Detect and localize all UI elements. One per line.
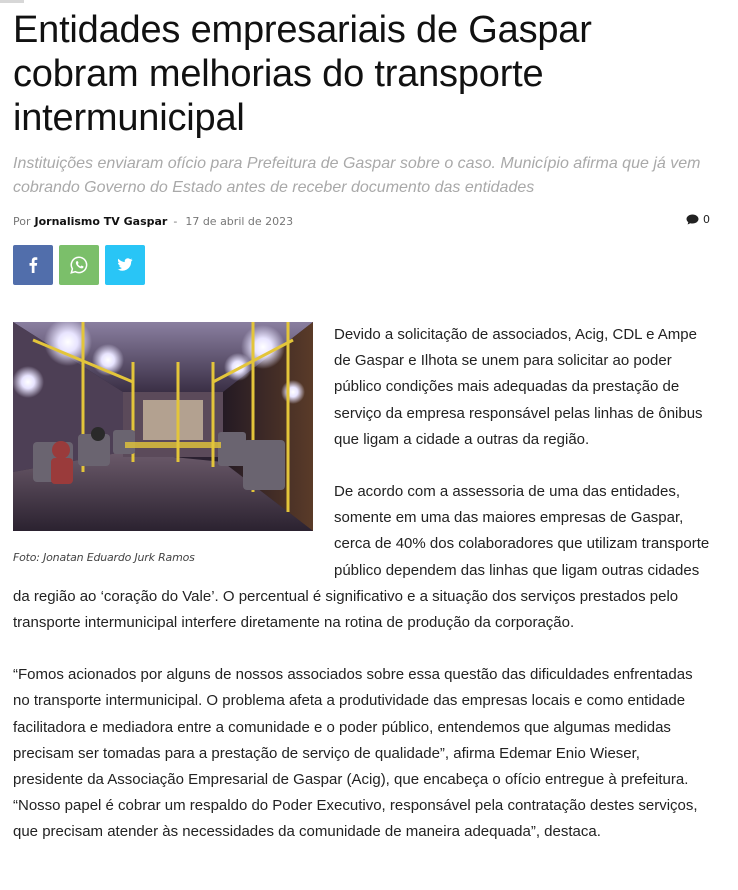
facebook-icon [28,257,38,273]
article-paragraph-3: “Fomos acionados por alguns de nossos associados sobre essa questão das dificuldades enfrentadas no transporte intermunicipal. O problema afeta a produtividade das empresas locais e como entidade facilitadora e mediadora entre a comunidade e o poder público, entendemos que algumas medidas precisam ser tomadas para a prestação de serviço de qualidade”, afirma Edemar Enio Wieser, presidente da Associação Empresarial de Gaspar (Acig), que encabeça o ofício entregue à prefeitura. “Nosso papel é cobrar um respaldo do Poder Executivo, responsável pela contratação destes serviços, que precisam atender às necessidades da comunidade de maneira adequada”, destaca. [13,666,698,841]
author-link[interactable]: Jornalismo TV Gaspar [34,214,168,228]
by-label: Por [13,214,31,228]
facebook-share-button[interactable] [13,245,53,285]
meta-separator: - [173,214,178,228]
article-figure [13,322,313,564]
comment-count: 0 [703,213,710,226]
whatsapp-share-button[interactable] [59,245,99,285]
twitter-share-button[interactable] [105,245,145,285]
article-body [13,322,710,872]
article-paragraph-2: De acordo com a assessoria de uma das entidades, somente em uma das maiores empresas de Gaspar, cerca de 40% dos colaboradores que utilizam transporte público dependem das linhas que ligam outras cidades da região ao ‘coração do Vale’. O percentual é significativo e a situação dos serviços prestados pelo transporte intermunicipal interfere diretamente na rotina de produção da corporação. [13,483,710,632]
article-header [13,0,710,285]
article-subtitle: Instituições enviaram ofício para Prefeitura de Gaspar sobre o caso. Município afirma que já vem cobrando Governo do Estado antes de receber documento das entidades [13,155,701,196]
article-meta [13,213,710,229]
publish-date: 17 de abril de 2023 [185,214,294,228]
photo-caption: Foto: Jonatan Eduardo Jurk Ramos [13,551,195,564]
whatsapp-icon [70,256,88,274]
bus-interior-photo [13,322,313,531]
article-paragraph-1: Devido a solicitação de associados, Acig, CDL e Ampe de Gaspar e Ilhota se unem para solicitar ao poder público condições mais adequadas da prestação de serviço da empresa responsável pelas linhas de ônibus que ligam a cidade a outras da região. [334,326,703,448]
article-title: Entidades empresariais de Gaspar cobram melhorias do transporte intermunicipal [13,9,592,139]
twitter-icon [117,258,133,272]
comments-link[interactable] [686,213,710,226]
comment-icon [686,214,699,225]
share-buttons [13,245,710,285]
